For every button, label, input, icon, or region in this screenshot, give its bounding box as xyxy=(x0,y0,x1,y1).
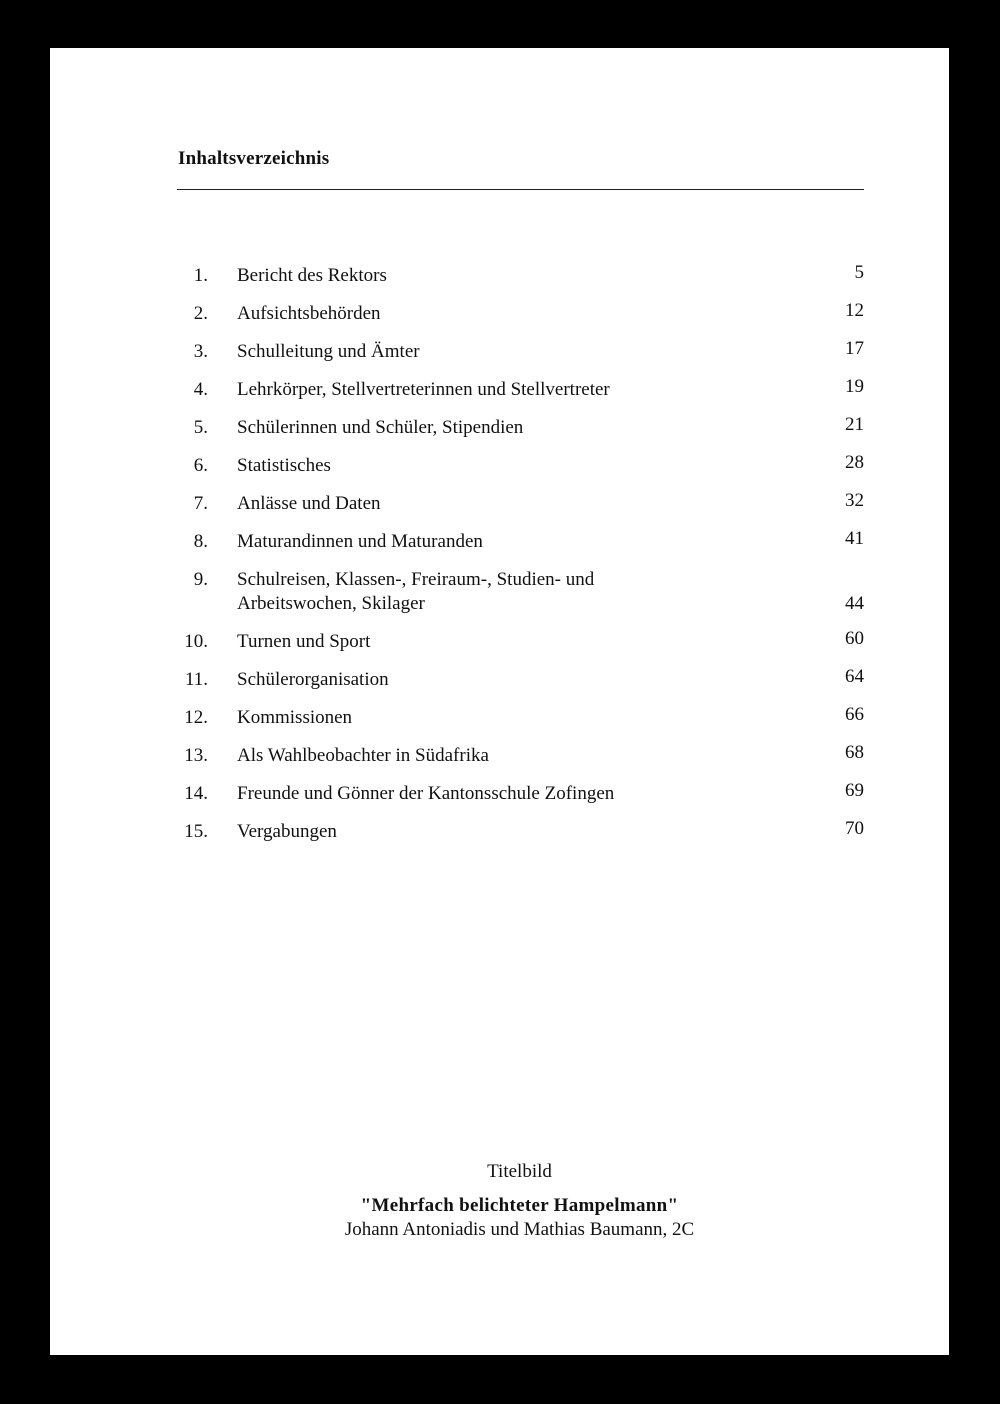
toc-entry-page-number: 17 xyxy=(845,338,864,359)
toc-entry-label xyxy=(237,744,797,768)
toc-entry-label-line: Als Wahlbeobachter in Südafrika xyxy=(237,745,489,766)
heading-rule xyxy=(177,189,864,190)
toc-entry-label xyxy=(237,378,797,402)
toc-entry-label xyxy=(237,782,797,806)
toc-entry-number: 11. xyxy=(184,669,208,690)
toc-entry-number: 9. xyxy=(193,569,208,590)
toc-heading: Inhaltsverzeichnis xyxy=(178,148,330,169)
toc-entry-label-line: Schülerorganisation xyxy=(237,669,389,690)
toc-entry-page-number: 19 xyxy=(845,376,864,397)
document-page xyxy=(50,48,949,1355)
toc-entry-label-line: Turnen und Sport xyxy=(237,631,371,652)
toc-entry-label-line: Aufsichtsbehörden xyxy=(237,303,381,324)
toc-entry-number: 8. xyxy=(193,531,208,552)
toc-entry-label xyxy=(237,492,797,516)
toc-entry-label xyxy=(237,264,797,288)
toc-entry-label-line: Vergabungen xyxy=(237,821,337,842)
toc-entry-label-line: Freunde und Gönner der Kantonsschule Zofingen xyxy=(237,783,615,804)
toc-entry-page-number: 64 xyxy=(845,666,864,687)
toc-entry-number: 5. xyxy=(193,417,208,438)
toc-entry-number: 7. xyxy=(193,493,208,514)
toc-entry-number: 6. xyxy=(193,455,208,476)
toc-entry-number: 12. xyxy=(184,707,208,728)
toc-entry-page-number: 5 xyxy=(854,262,864,283)
toc-entry-label-line: Kommissionen xyxy=(237,707,353,728)
toc-entry-label-line: Arbeitswochen, Skilager xyxy=(237,593,425,614)
toc-entry-page-number: 28 xyxy=(845,452,864,473)
toc-entry-label-line: Lehrkörper, Stellvertreterinnen und Stellvertreter xyxy=(237,379,610,400)
toc-entry-number: 14. xyxy=(184,783,208,804)
toc-entry-label xyxy=(237,668,797,692)
toc-entry-number: 10. xyxy=(184,631,208,652)
toc-entry-number: 13. xyxy=(184,745,208,766)
toc-entry-number: 15. xyxy=(184,821,208,842)
toc-entry-page-number: 68 xyxy=(845,742,864,763)
cover-caption-label: Titelbild xyxy=(487,1161,552,1182)
toc-entry-page-number: 60 xyxy=(845,628,864,649)
toc-entry-label xyxy=(237,302,797,326)
toc-entry-page-number: 69 xyxy=(845,780,864,801)
toc-entry-label-line: Anlässe und Daten xyxy=(237,493,381,514)
toc-entry-label xyxy=(237,568,797,616)
toc-entry-number: 2. xyxy=(193,303,208,324)
toc-entry-page-number: 44 xyxy=(845,593,864,614)
toc-entry-number: 1. xyxy=(193,265,208,286)
toc-entry-label xyxy=(237,454,797,478)
toc-entry-label xyxy=(237,706,797,730)
toc-entry-label-line: Schulleitung und Ämter xyxy=(237,341,420,362)
toc-entry-page-number: 12 xyxy=(845,300,864,321)
toc-entry-label xyxy=(237,530,797,554)
toc-entry-number: 4. xyxy=(193,379,208,400)
toc-entry-page-number: 21 xyxy=(845,414,864,435)
toc-entry-label xyxy=(237,820,797,844)
cover-caption-authors: Johann Antoniadis und Mathias Baumann, 2C xyxy=(344,1219,695,1240)
toc-entry-page-number: 66 xyxy=(845,704,864,725)
toc-entry-label-line: Statistisches xyxy=(237,455,331,476)
toc-entry-number: 3. xyxy=(193,341,208,362)
toc-entry-label-line: Bericht des Rektors xyxy=(237,265,387,286)
toc-entry-label-line: Schülerinnen und Schüler, Stipendien xyxy=(237,417,524,438)
toc-entry-label-line: Maturandinnen und Maturanden xyxy=(237,531,483,552)
toc-entry-label xyxy=(237,340,797,364)
toc-entry-label-line: Schulreisen, Klassen-, Freiraum-, Studien- und xyxy=(237,569,595,590)
toc-entry-page-number: 41 xyxy=(845,528,864,549)
toc-entry-page-number: 70 xyxy=(845,818,864,839)
toc-entry-page-number: 32 xyxy=(845,490,864,511)
toc-entry-label xyxy=(237,630,797,654)
toc-entry-label xyxy=(237,416,797,440)
cover-caption-title: "Mehrfach belichteter Hampelmann" xyxy=(360,1195,679,1216)
